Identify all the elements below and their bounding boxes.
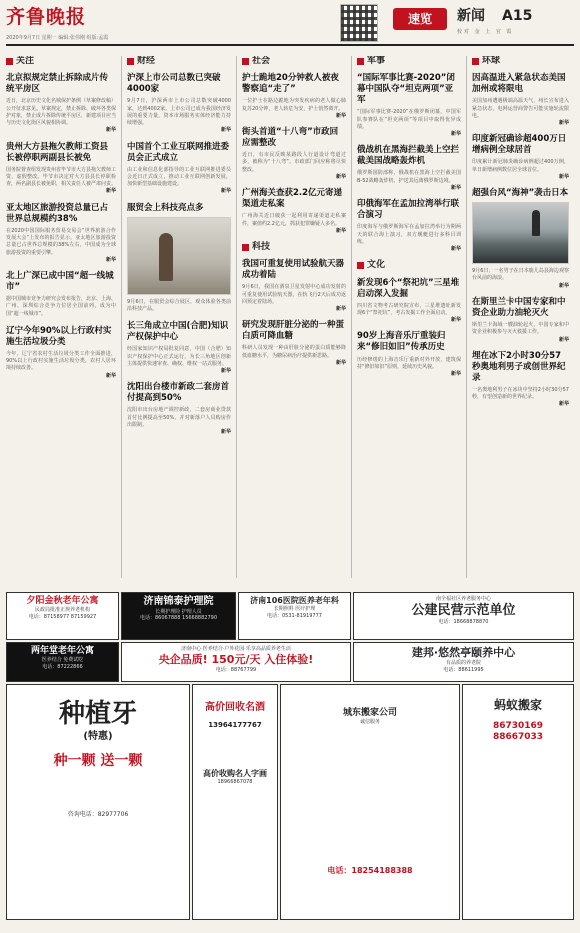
- article: [127, 142, 231, 195]
- article-title: 辽宁今年90%以上行政村实施生活垃圾分类: [6, 325, 112, 347]
- ad-jintai: 济南锦泰护理院 长期护理险 护理人员 电话：86067888 15668882790: [121, 592, 236, 640]
- news-columns: [6, 56, 574, 578]
- article: [127, 73, 231, 133]
- article-source: 新华: [558, 401, 569, 408]
- section-square-icon: [357, 58, 364, 65]
- article-title: 北上广深已成中国“超一线城市”: [6, 271, 114, 293]
- section-badge: 速览: [393, 8, 447, 30]
- article-body: 美国加州遭遇极端高温天气，州长宣布进入紧急状态，电网运营商警告可能实施轮流限电。: [472, 98, 569, 119]
- article-source: 新华: [450, 131, 461, 138]
- header-rule: [6, 44, 574, 46]
- ad-liangnian: 两年堂老年公寓 医养结合 免费试吃 电话：87222866: [6, 642, 119, 682]
- ad-yangqi: 济南中心·医养结合·户外花园·乐享高品质养老生活 央企品质! 150元/天 入住体验! 电话：88767799: [121, 642, 351, 682]
- ad-xiyang: 夕阳金秋老年公寓 民政局批准正规养老机构 电话：87158977 87159927: [6, 592, 119, 640]
- editor-credits: 校对 金 上 官 霞: [457, 29, 514, 35]
- article-body: 近日，北京历史文化名城保护条例（草案修改稿）公开征求意见。草案规定，禁止拆除、破坏各类保护对象，禁止成片拆除传统平房区，新建项目应当与历史文化街区风貌相协调。: [6, 98, 117, 127]
- section-square-icon: [472, 58, 479, 65]
- article-body: 9月7日，沪深两市上市公司总数突破4000家，达到4002家。上市公司已成为我国经济发展的重要力量，资本市场服务实体经济能力持续增强。: [127, 98, 231, 127]
- dateline: 2020年9月7日 星期一 编辑:张伟刚 组版:孟霞: [6, 35, 109, 41]
- article: [242, 188, 346, 234]
- article: [357, 331, 461, 377]
- section-square-icon: [6, 58, 13, 65]
- article-source: 新华: [558, 282, 569, 289]
- article: [242, 259, 346, 312]
- article-body: 四川省文物考古研究院宣布，三星堆遗址新发现6个“祭祀坑”，考古发掘工作全面启动。: [357, 302, 461, 316]
- article: [357, 199, 461, 252]
- article-title: 印俄海军在孟加拉湾举行联合演习: [357, 199, 460, 221]
- article: [472, 351, 569, 408]
- column-heading: 社会: [242, 56, 346, 67]
- column-caijing: [121, 56, 236, 578]
- article-source: 新华: [335, 306, 346, 313]
- article-source: 新华: [450, 246, 461, 253]
- article: [6, 142, 116, 195]
- qr-code-icon: [340, 4, 378, 42]
- ad-jianbang: 建邦·悠然亭颐养中心 有品质的养老院 电话：88611995: [353, 642, 574, 682]
- article-title: 服贸会上科技亮点多: [127, 202, 204, 213]
- article-title: 我国可重复使用试验航天器成功着陆: [242, 259, 345, 281]
- column-heading: 关注: [6, 56, 116, 67]
- article-source: 新华: [220, 127, 231, 134]
- article: [6, 73, 116, 133]
- typhoon-photo: [472, 202, 569, 264]
- article-source: 新华: [335, 173, 346, 180]
- article: [127, 203, 231, 314]
- article-body: 据中国城市竞争力研究会发布报告，北京、上海、广州、深圳综合竞争力位居全国前列，成为中国“超一线城市”。: [6, 296, 117, 317]
- ad-moving: 城东搬家公司 诚信服务 电话：18254188388: [280, 684, 460, 920]
- column-heading: 环球: [472, 56, 569, 67]
- ad-liquor-recycle: 高价回收名酒 13964177767 高价收购名人字画 18966867078: [192, 684, 278, 920]
- article: [242, 320, 346, 366]
- article-body: 科研人员发现一种由肝脏分泌的蛋白质能够降低血糖水平，为糖尿病治疗提供新思路。: [242, 345, 346, 359]
- article-source: 新华: [450, 184, 461, 191]
- column-heading: 军事: [357, 56, 461, 67]
- article-source: 新华: [558, 120, 569, 127]
- article-body: 经国家知识产权局批复同意，中国（合肥）知识产权保护中心正式运行，为长三角地区创新主体提供快速审查、确权、维权一站式服务。: [127, 346, 231, 367]
- article-title: 印度新冠确诊超400万日增病例全球居首: [472, 134, 567, 156]
- section-square-icon: [127, 58, 134, 65]
- ad-dental-implant: 种植牙 (特惠) 种一颗 送一颗 咨询电话：82977706: [6, 684, 190, 920]
- section-name: 新闻: [457, 8, 485, 24]
- column-heading: 科技: [242, 242, 346, 253]
- photo-caption: 9月6日，在服贸会综合展区，观众体验各类前沿科技产品。: [127, 298, 231, 312]
- newspaper-logo: 齐鲁晚报: [6, 6, 87, 28]
- column-guanzhu: [6, 56, 121, 578]
- article-body: 历经修缮的上海音乐厅重新对外开放，建筑保持“修旧如旧”原则，延续历史风貌。: [357, 356, 461, 370]
- article-title: 新发现6个“祭祀坑”三星堆启动深入发掘: [357, 277, 460, 299]
- article-title: 北京拟规定禁止拆除成片传统平房区: [6, 73, 109, 95]
- article-title: 埋在冰下2小时30分57秒奥地利男子或创世界纪录: [472, 350, 566, 383]
- article-title: 超强台风“海神”袭击日本: [472, 188, 569, 199]
- article-body: 印度海军与俄罗斯海军在孟加拉湾举行为期两天的联合海上演习，双方舰艇进行多科目训练。: [357, 224, 461, 245]
- article-source: 新华: [450, 371, 461, 378]
- ad-gongjian: 南全福社区养老服务中心 公建民营示范单位 电话：18668878870: [353, 592, 574, 640]
- page-number: A15: [502, 8, 533, 24]
- article: [6, 326, 116, 379]
- article-source: 新华: [558, 336, 569, 343]
- column-huanqiu: [466, 56, 574, 578]
- article-body: 今年，辽宁省农村生活垃圾分类工作全面推进，90%以上行政村实施生活垃圾分类，农村人居环境持续改善。: [6, 350, 116, 372]
- article: [472, 73, 569, 126]
- article-title: “国际军事比赛-2020”闭幕中国队夺“坦克两项”亚军: [357, 73, 455, 106]
- article-title: 护士跪地20分钟救人被夜警察追“走了”: [242, 73, 339, 95]
- article-source: 新华: [335, 359, 346, 366]
- article-source: 新华: [105, 256, 116, 263]
- article: [472, 188, 569, 289]
- column-heading: 财经: [127, 56, 231, 67]
- article-body: “国际军事比赛-2020”在俄罗斯闭幕，中国军队参赛队在“坦克两项”等项目中取得优异成绩。: [357, 109, 461, 130]
- article-source: 新华: [105, 127, 116, 134]
- article-body: 在2020中国国际服务贸易交易会“世界旅游合作发展大会”上发布的报告显示，亚太地区旅游投资总量已占世界总规模的38%左右，中国成为全球旅游投资的重要引擎。: [6, 227, 116, 256]
- article-body: 一名奥地利男子在冰块中坚持2小时30分57秒，有望创造新的世界纪录。: [472, 386, 569, 401]
- article-body: 国务院督查组发现贵州省毕节市大方县拖欠教师工资，虚假整改。毕节市决定对大方县县长停职检查，两名副县长被免职，相关责任人被严肃问责。: [6, 166, 117, 188]
- article: [357, 278, 461, 324]
- article-source: 新华: [105, 188, 116, 195]
- photo-caption: 9月6日，一名男子在日本鹿儿岛县海边观察台风前的海浪。: [472, 268, 569, 282]
- article-title: 沪深上市公司总数已突破4000家: [127, 73, 221, 95]
- article: [127, 382, 231, 435]
- article-title: 研究发现肝脏分泌的一种蛋白质可降血糖: [242, 320, 345, 342]
- section-square-icon: [242, 58, 249, 65]
- article-source: 新华: [335, 227, 346, 234]
- article-body: 广州海关近日破获一起利用寄递渠道走私案件，案值约2.2亿元，抓获犯罪嫌疑人多名。: [242, 213, 346, 227]
- article-source: 新华: [220, 368, 231, 375]
- article-title: 广州海关查获2.2亿元寄递渠道走私案: [242, 188, 343, 210]
- article-body: 斯里兰卡海域一艘油轮起火，中国专家和中资企业积极参与灭火救援工作。: [472, 322, 569, 336]
- section-square-icon: [242, 244, 249, 251]
- article-source: 新华: [220, 429, 231, 436]
- article: [357, 145, 461, 191]
- article: [472, 297, 569, 343]
- article-title: 长三角成立中国(合肥)知识产权保护中心: [127, 321, 229, 343]
- article-title: 亚太地区旅游投资总量已占世界总规模约38%: [6, 202, 109, 224]
- column-junshi: [351, 56, 466, 578]
- article-body: 由工业和信息化部指导的工业互联网推进委员会近日正式成立，推动工业互联网创新发展，加快新型基础设施建设。: [127, 166, 231, 188]
- article-body: 9月6日，我国在酒泉卫星发射中心成功发射的可重复使用试验航天器，在轨飞行2天后成功返回预定着陆场。: [242, 284, 346, 305]
- article: [6, 271, 116, 318]
- article-body: 沈阳市出台房地产调控新政，二套房商业贷款首付比例提高至50%，并对新落户人员购房作出限制。: [127, 407, 231, 428]
- article-body: 一位护士在路边跪地为突发疾病的老人做心肺复苏20分钟，老人转危为安，护士悄然离开。: [242, 98, 346, 112]
- article-source: 新华: [450, 317, 461, 324]
- ad-106-hospital: 济南106医院医养老年科 长期照料 医疗护理 电话：0531-81919777: [238, 592, 351, 640]
- section-square-icon: [357, 262, 364, 269]
- article-body: 俄罗斯国防部称，俄战机在黑海上空拦截美国B-52战略轰炸机，护送其远离俄罗斯边境。: [357, 170, 461, 184]
- column-heading: 文化: [357, 260, 461, 271]
- article-source: 新华: [220, 188, 231, 195]
- article: [127, 321, 231, 374]
- article-title: 中国首个工业互联网推进委员会正式成立: [127, 141, 230, 163]
- classified-ads: [6, 592, 574, 927]
- exhibition-photo: [127, 217, 231, 295]
- article: [472, 134, 569, 180]
- article-body: 近日，有市民反映某路段人行道设计弯道过多，被称为“十八弯”。市政部门回应称将尽快整改。: [242, 152, 346, 173]
- article-body: 印度累计新冠肺炎确诊病例超过400万例，单日新增病例数位居全球首位。: [472, 159, 569, 173]
- article-source: 新华: [335, 112, 346, 119]
- article-source: 新华: [105, 372, 116, 379]
- article-title: 在斯里兰卡中国专家和中资企业助力油轮灭火: [472, 296, 566, 319]
- article-title: 贵州大方县拖欠教师工资县长被停职两副县长被免: [6, 141, 109, 163]
- article-title: 街头首道“十八弯”市政回应需整改: [242, 127, 339, 149]
- column-shehui: [236, 56, 351, 578]
- article: [6, 203, 116, 263]
- article-title: 90岁上海音乐厅重装归来“修旧如旧”传承历史: [357, 331, 446, 353]
- article: [242, 73, 346, 119]
- article-title: 沈阳出台楼市新政二套房首付提高到50%: [127, 382, 230, 404]
- article-title: 俄战机在黑海拦截美上空拦截美国战略轰炸机: [357, 145, 460, 167]
- article-source: 新华: [558, 173, 569, 180]
- ad-mayi-moving: 蚂蚁搬家 86730169 88667033: [462, 684, 574, 920]
- article: [357, 73, 461, 137]
- article: [242, 127, 346, 180]
- page-header: [0, 0, 580, 46]
- article-title: 因高温进入紧急状态美国加州或将限电: [472, 73, 566, 95]
